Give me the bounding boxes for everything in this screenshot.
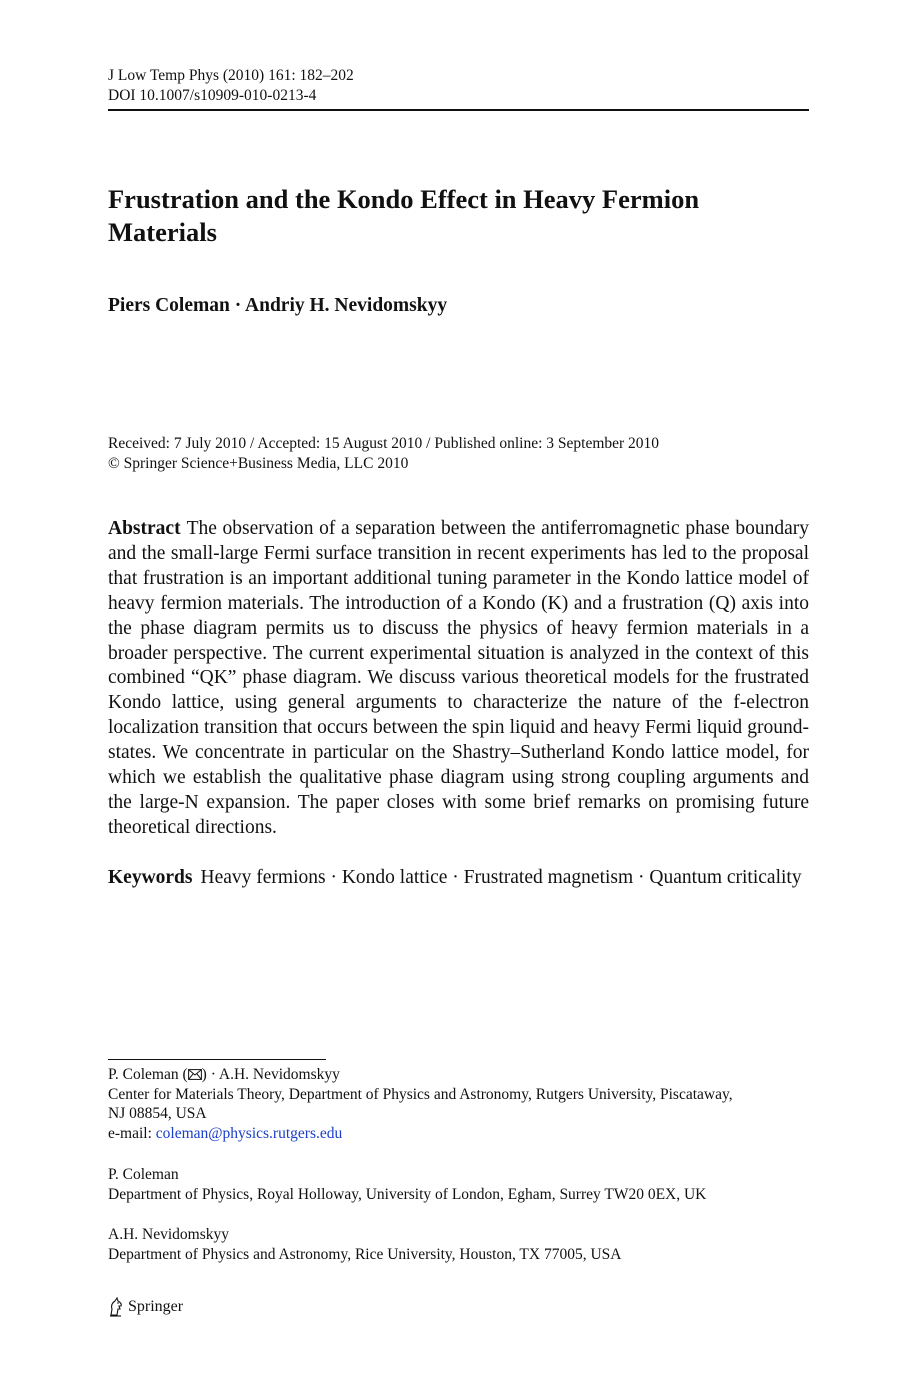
doi: DOI 10.1007/s10909-010-0213-4 xyxy=(108,87,317,104)
abstract xyxy=(108,517,809,841)
affiliation-block-3 xyxy=(108,1225,808,1264)
header-rule xyxy=(108,109,809,111)
author-name-3: A.H. Nevidomskyy xyxy=(108,1226,229,1243)
keywords-text: Heavy fermions · Kondo lattice · Frustrated magnetism · Quantum criticality xyxy=(200,867,802,888)
author-list: Piers Coleman · Andriy H. Nevidomskyy xyxy=(108,295,448,316)
affiliation-1-line-2: NJ 08854, USA xyxy=(108,1105,207,1123)
authors-prefix: P. Coleman ( xyxy=(108,1066,188,1083)
affiliation-3: Department of Physics and Astronomy, Rice University, Houston, TX 77005, USA xyxy=(108,1245,622,1263)
publication-dates xyxy=(108,434,659,474)
affiliation-2: Department of Physics, Royal Holloway, University of London, Egham, Surrey TW20 0EX, UK xyxy=(108,1185,707,1203)
footnote-rule xyxy=(108,1059,326,1060)
corresponding-authors xyxy=(108,1065,808,1085)
email-label: e-mail: xyxy=(108,1125,156,1143)
publisher-name: Springer xyxy=(128,1298,184,1315)
keywords-label: Keywords xyxy=(108,867,193,888)
received-accepted-line: Received: 7 July 2010 / Accepted: 15 August 2010 / Published online: 3 September 2010 xyxy=(108,435,660,452)
journal-citation: J Low Temp Phys (2010) 161: 182–202 xyxy=(108,67,354,84)
abstract-text: The observation of a separation between the antiferromagnetic phase boundary and the small-large Fermi surface transition in recent experiments has led to the proposal that frustration is an important additional tuning parameter in the Kondo lattice model of heavy fermion materials. The introduction of a Kondo (K) and a frustration (Q) axis into the phase diagram permits us to discuss the physics of heavy fermion materials in a broader perspective. The current experimental situation is analyzed in the context of this combined “QK” phase diagram. We discuss various theoretical models for the frustrated Kondo lattice, using general arguments to characterize the nature of the f-electron localization transition that occurs between the spin liquid and heavy Fermi liquid ground-states. We concentrate in particular on the Shastry–Sutherland Kondo lattice model, for which we establish the qualitative phase diagram using strong coupling arguments and the large-N expansion. The paper closes with some brief remarks on promising future theoretical directions. xyxy=(108,518,809,838)
publisher-logo xyxy=(108,1296,183,1318)
envelope-icon xyxy=(188,1069,202,1080)
email-link[interactable]: coleman@physics.rutgers.edu xyxy=(155,1125,343,1143)
affiliation-block-1 xyxy=(108,1065,808,1144)
affiliation-block-2 xyxy=(108,1165,808,1204)
journal-header xyxy=(108,66,354,106)
authors-suffix: ) · A.H. Nevidomskyy xyxy=(201,1066,340,1083)
abstract-label: Abstract xyxy=(108,518,181,539)
author-name-2: P. Coleman xyxy=(108,1166,179,1183)
keywords xyxy=(108,866,809,891)
springer-knight-icon xyxy=(108,1297,124,1317)
copyright-line: © Springer Science+Business Media, LLC 2010 xyxy=(108,455,409,472)
affiliation-1-line-1: Center for Materials Theory, Department of Physics and Astronomy, Rutgers University, Piscataway, xyxy=(108,1085,733,1103)
paper-title: Frustration and the Kondo Effect in Heavy Fermion Materials xyxy=(108,184,700,247)
email-line xyxy=(108,1124,808,1144)
